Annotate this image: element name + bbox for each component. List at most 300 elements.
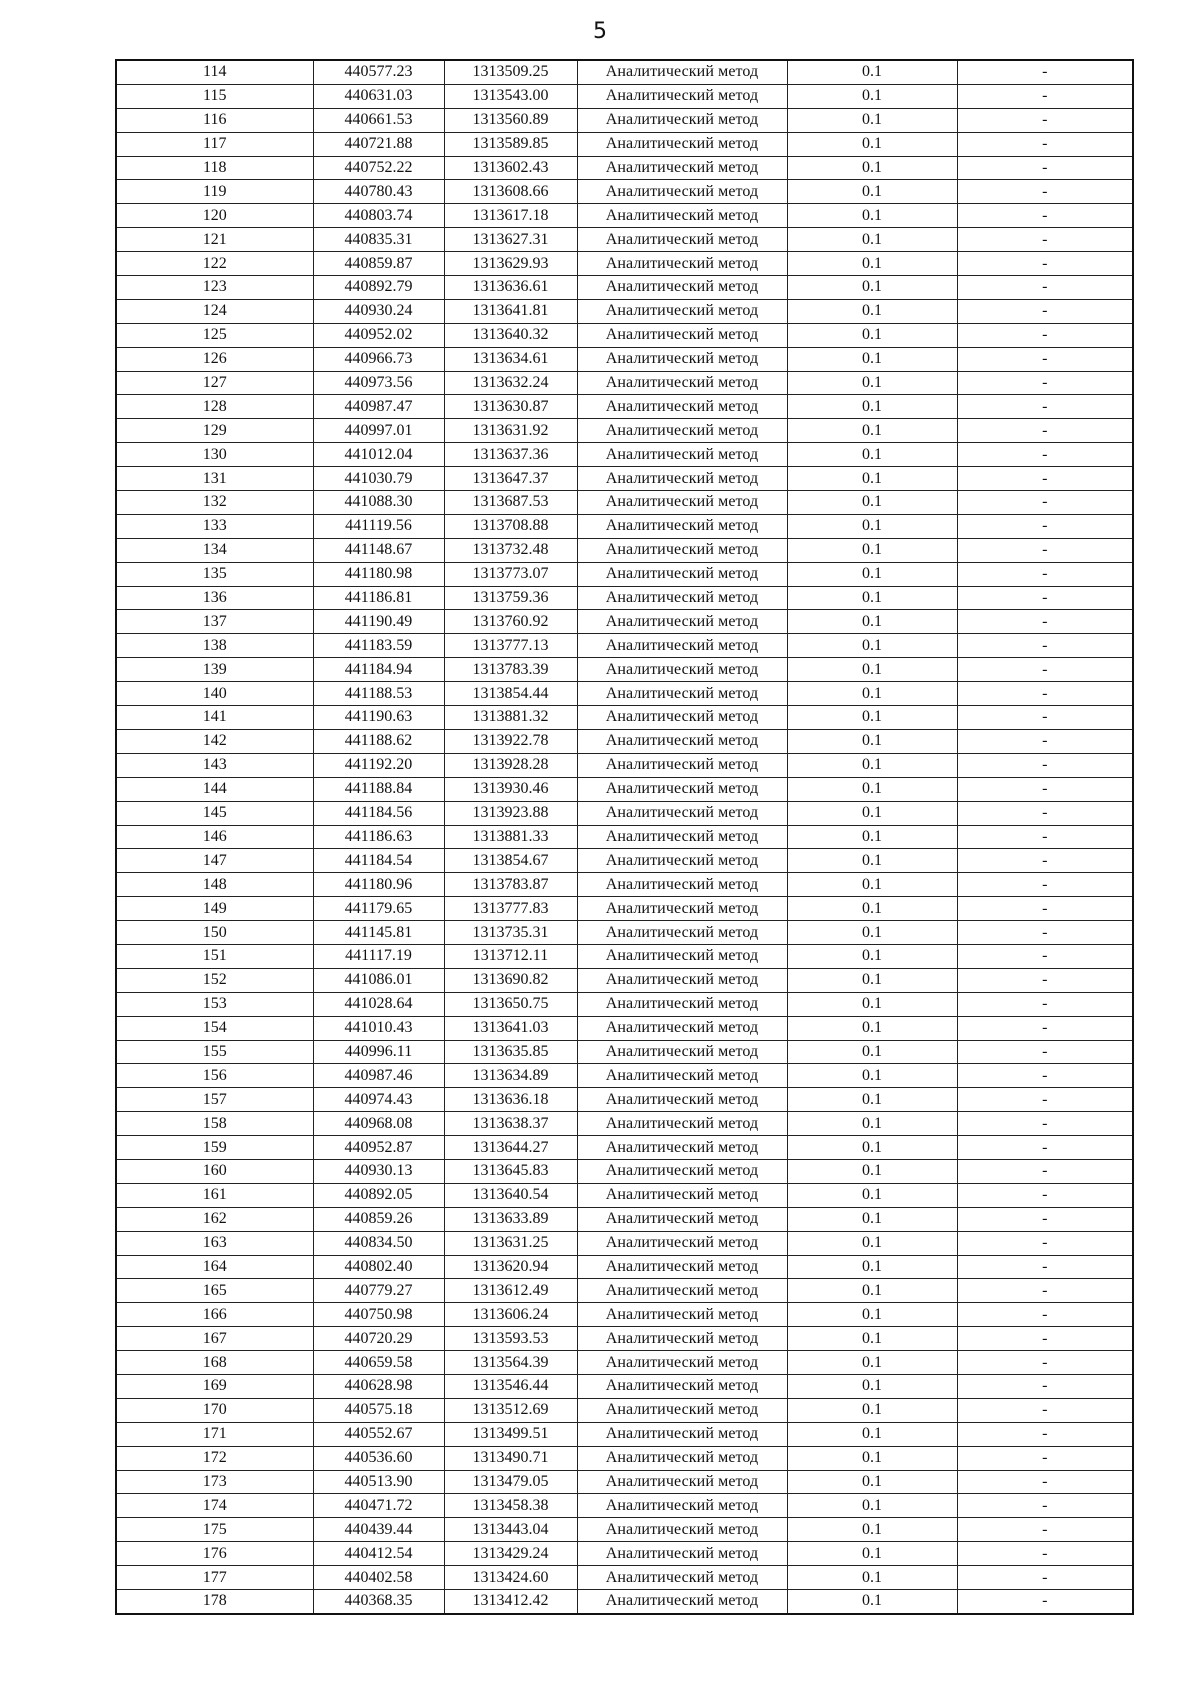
accuracy-cell: 0.1 <box>787 371 957 395</box>
point-number-cell: 160 <box>116 1159 313 1183</box>
y-coordinate-cell: 1313634.61 <box>444 347 577 371</box>
x-coordinate-cell: 441145.81 <box>313 921 444 945</box>
y-coordinate-cell: 1313640.32 <box>444 323 577 347</box>
note-cell: - <box>957 825 1133 849</box>
table-row <box>116 729 1133 753</box>
y-coordinate-cell: 1313928.28 <box>444 753 577 777</box>
method-cell: Аналитический метод <box>577 514 787 538</box>
y-coordinate-cell: 1313641.81 <box>444 299 577 323</box>
accuracy-cell: 0.1 <box>787 299 957 323</box>
note-cell: - <box>957 849 1133 873</box>
note-cell: - <box>957 180 1133 204</box>
x-coordinate-cell: 441119.56 <box>313 514 444 538</box>
accuracy-cell: 0.1 <box>787 562 957 586</box>
note-cell: - <box>957 753 1133 777</box>
table-row <box>116 1183 1133 1207</box>
y-coordinate-cell: 1313777.83 <box>444 897 577 921</box>
note-cell: - <box>957 1446 1133 1470</box>
coordinates-table-body <box>116 60 1133 1614</box>
note-cell: - <box>957 1231 1133 1255</box>
x-coordinate-cell: 441184.56 <box>313 801 444 825</box>
x-coordinate-cell: 440471.72 <box>313 1494 444 1518</box>
x-coordinate-cell: 440803.74 <box>313 204 444 228</box>
note-cell: - <box>957 992 1133 1016</box>
method-cell: Аналитический метод <box>577 276 787 300</box>
method-cell: Аналитический метод <box>577 706 787 730</box>
method-cell: Аналитический метод <box>577 562 787 586</box>
accuracy-cell: 0.1 <box>787 180 957 204</box>
x-coordinate-cell: 441180.98 <box>313 562 444 586</box>
point-number-cell: 162 <box>116 1207 313 1231</box>
accuracy-cell: 0.1 <box>787 634 957 658</box>
accuracy-cell: 0.1 <box>787 132 957 156</box>
table-row <box>116 323 1133 347</box>
note-cell: - <box>957 1566 1133 1590</box>
x-coordinate-cell: 440892.79 <box>313 276 444 300</box>
accuracy-cell: 0.1 <box>787 1590 957 1614</box>
x-coordinate-cell: 440892.05 <box>313 1183 444 1207</box>
accuracy-cell: 0.1 <box>787 514 957 538</box>
x-coordinate-cell: 440536.60 <box>313 1446 444 1470</box>
note-cell: - <box>957 1279 1133 1303</box>
x-coordinate-cell: 441190.63 <box>313 706 444 730</box>
note-cell: - <box>957 204 1133 228</box>
accuracy-cell: 0.1 <box>787 419 957 443</box>
point-number-cell: 152 <box>116 968 313 992</box>
y-coordinate-cell: 1313783.39 <box>444 658 577 682</box>
accuracy-cell: 0.1 <box>787 1016 957 1040</box>
y-coordinate-cell: 1313640.54 <box>444 1183 577 1207</box>
point-number-cell: 158 <box>116 1112 313 1136</box>
x-coordinate-cell: 440930.24 <box>313 299 444 323</box>
point-number-cell: 144 <box>116 777 313 801</box>
point-number-cell: 137 <box>116 610 313 634</box>
accuracy-cell: 0.1 <box>787 729 957 753</box>
accuracy-cell: 0.1 <box>787 753 957 777</box>
table-row <box>116 1207 1133 1231</box>
accuracy-cell: 0.1 <box>787 801 957 825</box>
method-cell: Аналитический метод <box>577 682 787 706</box>
accuracy-cell: 0.1 <box>787 347 957 371</box>
method-cell: Аналитический метод <box>577 1112 787 1136</box>
x-coordinate-cell: 440402.58 <box>313 1566 444 1590</box>
y-coordinate-cell: 1313922.78 <box>444 729 577 753</box>
point-number-cell: 154 <box>116 1016 313 1040</box>
accuracy-cell: 0.1 <box>787 538 957 562</box>
table-row <box>116 1303 1133 1327</box>
note-cell: - <box>957 968 1133 992</box>
table-row <box>116 610 1133 634</box>
point-number-cell: 132 <box>116 491 313 515</box>
x-coordinate-cell: 440859.26 <box>313 1207 444 1231</box>
accuracy-cell: 0.1 <box>787 1088 957 1112</box>
table-row <box>116 1374 1133 1398</box>
y-coordinate-cell: 1313773.07 <box>444 562 577 586</box>
point-number-cell: 157 <box>116 1088 313 1112</box>
x-coordinate-cell: 441188.62 <box>313 729 444 753</box>
y-coordinate-cell: 1313708.88 <box>444 514 577 538</box>
x-coordinate-cell: 441179.65 <box>313 897 444 921</box>
table-row <box>116 419 1133 443</box>
accuracy-cell: 0.1 <box>787 658 957 682</box>
note-cell: - <box>957 443 1133 467</box>
x-coordinate-cell: 440513.90 <box>313 1470 444 1494</box>
y-coordinate-cell: 1313412.42 <box>444 1590 577 1614</box>
accuracy-cell: 0.1 <box>787 1374 957 1398</box>
table-row <box>116 252 1133 276</box>
x-coordinate-cell: 440802.40 <box>313 1255 444 1279</box>
y-coordinate-cell: 1313630.87 <box>444 395 577 419</box>
table-row <box>116 156 1133 180</box>
table-row <box>116 228 1133 252</box>
method-cell: Аналитический метод <box>577 1040 787 1064</box>
note-cell: - <box>957 60 1133 84</box>
method-cell: Аналитический метод <box>577 1183 787 1207</box>
note-cell: - <box>957 658 1133 682</box>
accuracy-cell: 0.1 <box>787 156 957 180</box>
method-cell: Аналитический метод <box>577 729 787 753</box>
accuracy-cell: 0.1 <box>787 1207 957 1231</box>
accuracy-cell: 0.1 <box>787 1470 957 1494</box>
accuracy-cell: 0.1 <box>787 921 957 945</box>
point-number-cell: 128 <box>116 395 313 419</box>
accuracy-cell: 0.1 <box>787 825 957 849</box>
point-number-cell: 125 <box>116 323 313 347</box>
x-coordinate-cell: 440996.11 <box>313 1040 444 1064</box>
method-cell: Аналитический метод <box>577 897 787 921</box>
y-coordinate-cell: 1313854.67 <box>444 849 577 873</box>
point-number-cell: 170 <box>116 1398 313 1422</box>
note-cell: - <box>957 84 1133 108</box>
method-cell: Аналитический метод <box>577 1255 787 1279</box>
point-number-cell: 149 <box>116 897 313 921</box>
point-number-cell: 129 <box>116 419 313 443</box>
point-number-cell: 147 <box>116 849 313 873</box>
method-cell: Аналитический метод <box>577 1590 787 1614</box>
point-number-cell: 135 <box>116 562 313 586</box>
method-cell: Аналитический метод <box>577 108 787 132</box>
table-row <box>116 825 1133 849</box>
table-row <box>116 395 1133 419</box>
table-row <box>116 801 1133 825</box>
point-number-cell: 169 <box>116 1374 313 1398</box>
point-number-cell: 130 <box>116 443 313 467</box>
accuracy-cell: 0.1 <box>787 777 957 801</box>
note-cell: - <box>957 706 1133 730</box>
table-row <box>116 108 1133 132</box>
y-coordinate-cell: 1313631.92 <box>444 419 577 443</box>
point-number-cell: 161 <box>116 1183 313 1207</box>
x-coordinate-cell: 440412.54 <box>313 1542 444 1566</box>
y-coordinate-cell: 1313650.75 <box>444 992 577 1016</box>
note-cell: - <box>957 347 1133 371</box>
y-coordinate-cell: 1313564.39 <box>444 1351 577 1375</box>
y-coordinate-cell: 1313930.46 <box>444 777 577 801</box>
x-coordinate-cell: 440659.58 <box>313 1351 444 1375</box>
x-coordinate-cell: 441186.63 <box>313 825 444 849</box>
note-cell: - <box>957 514 1133 538</box>
accuracy-cell: 0.1 <box>787 1231 957 1255</box>
note-cell: - <box>957 944 1133 968</box>
y-coordinate-cell: 1313881.33 <box>444 825 577 849</box>
table-row <box>116 1494 1133 1518</box>
table-row <box>116 276 1133 300</box>
accuracy-cell: 0.1 <box>787 395 957 419</box>
accuracy-cell: 0.1 <box>787 873 957 897</box>
note-cell: - <box>957 1422 1133 1446</box>
method-cell: Аналитический метод <box>577 825 787 849</box>
method-cell: Аналитический метод <box>577 60 787 84</box>
table-row <box>116 1542 1133 1566</box>
accuracy-cell: 0.1 <box>787 228 957 252</box>
point-number-cell: 124 <box>116 299 313 323</box>
note-cell: - <box>957 108 1133 132</box>
table-row <box>116 897 1133 921</box>
note-cell: - <box>957 1303 1133 1327</box>
y-coordinate-cell: 1313759.36 <box>444 586 577 610</box>
table-row <box>116 586 1133 610</box>
x-coordinate-cell: 440780.43 <box>313 180 444 204</box>
y-coordinate-cell: 1313631.25 <box>444 1231 577 1255</box>
coordinates-table <box>115 59 1134 1615</box>
point-number-cell: 151 <box>116 944 313 968</box>
y-coordinate-cell: 1313458.38 <box>444 1494 577 1518</box>
y-coordinate-cell: 1313647.37 <box>444 467 577 491</box>
method-cell: Аналитический метод <box>577 156 787 180</box>
method-cell: Аналитический метод <box>577 419 787 443</box>
point-number-cell: 142 <box>116 729 313 753</box>
x-coordinate-cell: 440779.27 <box>313 1279 444 1303</box>
point-number-cell: 171 <box>116 1422 313 1446</box>
note-cell: - <box>957 252 1133 276</box>
table-row <box>116 299 1133 323</box>
method-cell: Аналитический метод <box>577 1207 787 1231</box>
note-cell: - <box>957 132 1133 156</box>
y-coordinate-cell: 1313881.32 <box>444 706 577 730</box>
x-coordinate-cell: 441192.20 <box>313 753 444 777</box>
method-cell: Аналитический метод <box>577 1518 787 1542</box>
table-row <box>116 538 1133 562</box>
method-cell: Аналитический метод <box>577 921 787 945</box>
method-cell: Аналитический метод <box>577 371 787 395</box>
accuracy-cell: 0.1 <box>787 1446 957 1470</box>
table-row <box>116 371 1133 395</box>
accuracy-cell: 0.1 <box>787 1327 957 1351</box>
table-row <box>116 1064 1133 1088</box>
method-cell: Аналитический метод <box>577 1159 787 1183</box>
x-coordinate-cell: 440631.03 <box>313 84 444 108</box>
method-cell: Аналитический метод <box>577 658 787 682</box>
accuracy-cell: 0.1 <box>787 252 957 276</box>
point-number-cell: 131 <box>116 467 313 491</box>
point-number-cell: 140 <box>116 682 313 706</box>
method-cell: Аналитический метод <box>577 801 787 825</box>
x-coordinate-cell: 440987.47 <box>313 395 444 419</box>
y-coordinate-cell: 1313783.87 <box>444 873 577 897</box>
y-coordinate-cell: 1313637.36 <box>444 443 577 467</box>
note-cell: - <box>957 276 1133 300</box>
x-coordinate-cell: 441184.54 <box>313 849 444 873</box>
accuracy-cell: 0.1 <box>787 1255 957 1279</box>
table-row <box>116 1159 1133 1183</box>
accuracy-cell: 0.1 <box>787 849 957 873</box>
point-number-cell: 177 <box>116 1566 313 1590</box>
method-cell: Аналитический метод <box>577 1016 787 1040</box>
table-row <box>116 992 1133 1016</box>
note-cell: - <box>957 634 1133 658</box>
y-coordinate-cell: 1313608.66 <box>444 180 577 204</box>
table-row <box>116 921 1133 945</box>
x-coordinate-cell: 441010.43 <box>313 1016 444 1040</box>
point-number-cell: 139 <box>116 658 313 682</box>
accuracy-cell: 0.1 <box>787 944 957 968</box>
accuracy-cell: 0.1 <box>787 1279 957 1303</box>
x-coordinate-cell: 441180.96 <box>313 873 444 897</box>
accuracy-cell: 0.1 <box>787 1159 957 1183</box>
table-row <box>116 1518 1133 1542</box>
method-cell: Аналитический метод <box>577 252 787 276</box>
table-row <box>116 1422 1133 1446</box>
x-coordinate-cell: 440974.43 <box>313 1088 444 1112</box>
note-cell: - <box>957 1590 1133 1614</box>
table-row <box>116 1590 1133 1614</box>
method-cell: Аналитический метод <box>577 228 787 252</box>
x-coordinate-cell: 440750.98 <box>313 1303 444 1327</box>
point-number-cell: 116 <box>116 108 313 132</box>
y-coordinate-cell: 1313543.00 <box>444 84 577 108</box>
table-row <box>116 1040 1133 1064</box>
note-cell: - <box>957 873 1133 897</box>
point-number-cell: 123 <box>116 276 313 300</box>
method-cell: Аналитический метод <box>577 968 787 992</box>
y-coordinate-cell: 1313635.85 <box>444 1040 577 1064</box>
y-coordinate-cell: 1313644.27 <box>444 1136 577 1160</box>
note-cell: - <box>957 395 1133 419</box>
table-row <box>116 777 1133 801</box>
accuracy-cell: 0.1 <box>787 1183 957 1207</box>
y-coordinate-cell: 1313560.89 <box>444 108 577 132</box>
method-cell: Аналитический метод <box>577 467 787 491</box>
note-cell: - <box>957 729 1133 753</box>
point-number-cell: 119 <box>116 180 313 204</box>
method-cell: Аналитический метод <box>577 491 787 515</box>
method-cell: Аналитический метод <box>577 1088 787 1112</box>
method-cell: Аналитический метод <box>577 1446 787 1470</box>
accuracy-cell: 0.1 <box>787 586 957 610</box>
accuracy-cell: 0.1 <box>787 1112 957 1136</box>
method-cell: Аналитический метод <box>577 1351 787 1375</box>
y-coordinate-cell: 1313429.24 <box>444 1542 577 1566</box>
y-coordinate-cell: 1313546.44 <box>444 1374 577 1398</box>
y-coordinate-cell: 1313634.89 <box>444 1064 577 1088</box>
point-number-cell: 148 <box>116 873 313 897</box>
y-coordinate-cell: 1313627.31 <box>444 228 577 252</box>
x-coordinate-cell: 440966.73 <box>313 347 444 371</box>
accuracy-cell: 0.1 <box>787 682 957 706</box>
table-row <box>116 1470 1133 1494</box>
table-row <box>116 443 1133 467</box>
note-cell: - <box>957 682 1133 706</box>
point-number-cell: 165 <box>116 1279 313 1303</box>
y-coordinate-cell: 1313777.13 <box>444 634 577 658</box>
x-coordinate-cell: 441148.67 <box>313 538 444 562</box>
x-coordinate-cell: 441188.53 <box>313 682 444 706</box>
point-number-cell: 174 <box>116 1494 313 1518</box>
point-number-cell: 114 <box>116 60 313 84</box>
method-cell: Аналитический метод <box>577 395 787 419</box>
table-row <box>116 1279 1133 1303</box>
x-coordinate-cell: 440575.18 <box>313 1398 444 1422</box>
method-cell: Аналитический метод <box>577 944 787 968</box>
x-coordinate-cell: 440661.53 <box>313 108 444 132</box>
point-number-cell: 172 <box>116 1446 313 1470</box>
note-cell: - <box>957 1064 1133 1088</box>
method-cell: Аналитический метод <box>577 849 787 873</box>
point-number-cell: 166 <box>116 1303 313 1327</box>
note-cell: - <box>957 777 1133 801</box>
accuracy-cell: 0.1 <box>787 610 957 634</box>
method-cell: Аналитический метод <box>577 1279 787 1303</box>
table-row <box>116 132 1133 156</box>
note-cell: - <box>957 1327 1133 1351</box>
accuracy-cell: 0.1 <box>787 992 957 1016</box>
method-cell: Аналитический метод <box>577 634 787 658</box>
y-coordinate-cell: 1313606.24 <box>444 1303 577 1327</box>
x-coordinate-cell: 440439.44 <box>313 1518 444 1542</box>
y-coordinate-cell: 1313690.82 <box>444 968 577 992</box>
y-coordinate-cell: 1313632.24 <box>444 371 577 395</box>
y-coordinate-cell: 1313923.88 <box>444 801 577 825</box>
table-row <box>116 1136 1133 1160</box>
accuracy-cell: 0.1 <box>787 1040 957 1064</box>
page-number: 5 <box>593 19 607 44</box>
table-row <box>116 1446 1133 1470</box>
table-row <box>116 1327 1133 1351</box>
method-cell: Аналитический метод <box>577 323 787 347</box>
x-coordinate-cell: 440577.23 <box>313 60 444 84</box>
table-row <box>116 1112 1133 1136</box>
accuracy-cell: 0.1 <box>787 897 957 921</box>
accuracy-cell: 0.1 <box>787 968 957 992</box>
point-number-cell: 143 <box>116 753 313 777</box>
note-cell: - <box>957 1016 1133 1040</box>
x-coordinate-cell: 440987.46 <box>313 1064 444 1088</box>
y-coordinate-cell: 1313638.37 <box>444 1112 577 1136</box>
x-coordinate-cell: 440973.56 <box>313 371 444 395</box>
accuracy-cell: 0.1 <box>787 108 957 132</box>
x-coordinate-cell: 441186.81 <box>313 586 444 610</box>
table-row <box>116 347 1133 371</box>
x-coordinate-cell: 440721.88 <box>313 132 444 156</box>
x-coordinate-cell: 441183.59 <box>313 634 444 658</box>
table-row <box>116 514 1133 538</box>
method-cell: Аналитический метод <box>577 1398 787 1422</box>
table-row <box>116 1231 1133 1255</box>
y-coordinate-cell: 1313712.11 <box>444 944 577 968</box>
point-number-cell: 115 <box>116 84 313 108</box>
x-coordinate-cell: 440752.22 <box>313 156 444 180</box>
y-coordinate-cell: 1313760.92 <box>444 610 577 634</box>
point-number-cell: 118 <box>116 156 313 180</box>
accuracy-cell: 0.1 <box>787 1422 957 1446</box>
table-row <box>116 634 1133 658</box>
method-cell: Аналитический метод <box>577 1422 787 1446</box>
note-cell: - <box>957 299 1133 323</box>
note-cell: - <box>957 1112 1133 1136</box>
y-coordinate-cell: 1313641.03 <box>444 1016 577 1040</box>
table-row <box>116 204 1133 228</box>
accuracy-cell: 0.1 <box>787 1303 957 1327</box>
